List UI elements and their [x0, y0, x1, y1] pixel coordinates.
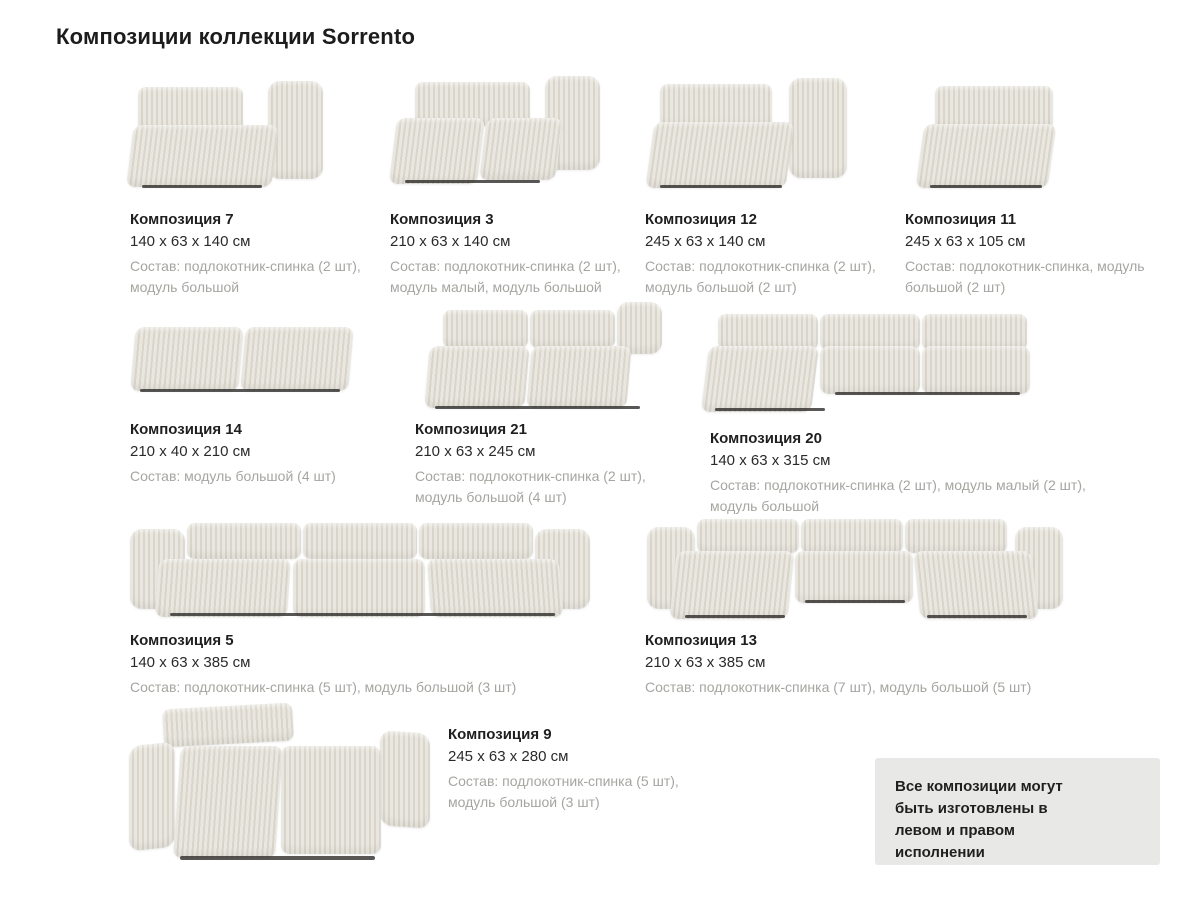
- composition-card-12: [645, 209, 895, 298]
- sofa-base: [685, 615, 785, 618]
- sofa-seat-module: [155, 559, 291, 617]
- sofa-base: [180, 856, 375, 860]
- sofa-back: [697, 519, 799, 553]
- composition-dimensions: 210 x 63 x 245 см: [415, 443, 536, 460]
- sofa-illustration-komp-20: [700, 300, 1095, 415]
- composition-contents: Состав: подлокотник-спинка (5 шт), модуль большой (3 шт): [130, 679, 517, 695]
- sofa-illustration-komp-21: [415, 300, 665, 412]
- sofa-back: [801, 519, 903, 553]
- sofa-seat-module: [389, 118, 485, 184]
- composition-contents: Состав: подлокотник-спинка (7 шт), модуль большой (5 шт): [645, 679, 1032, 695]
- composition-contents: Состав: подлокотник-спинка (2 шт), модуль большой (2 шт): [645, 258, 876, 295]
- composition-dimensions: 210 x 40 x 210 см: [130, 443, 251, 460]
- sofa-base: [435, 406, 640, 409]
- note-box: [875, 758, 1160, 865]
- sofa-illustration-komp-12: [645, 72, 860, 200]
- composition-name: Композиция 3: [390, 211, 494, 228]
- composition-contents: Состав: подлокотник-спинка, модуль большой (2 шт): [905, 258, 1145, 295]
- composition-dimensions: 245 x 63 x 105 см: [905, 233, 1026, 250]
- sofa-back: [303, 523, 417, 559]
- sofa-illustration-komp-5: [125, 505, 595, 617]
- page-title: Композиции коллекции Sorrento: [56, 24, 416, 49]
- sofa-back: [419, 523, 533, 559]
- sofa-back: [187, 523, 301, 559]
- composition-dimensions: 140 x 63 x 140 см: [130, 233, 251, 250]
- sofa-seat-module: [479, 118, 563, 180]
- sofa-seat-module: [427, 559, 563, 617]
- sofa-seat-module: [701, 346, 819, 412]
- sofa-armrest: [129, 742, 175, 852]
- composition-name: Композиция 14: [130, 421, 242, 438]
- sofa-seat-module: [526, 346, 631, 408]
- composition-name: Композиция 21: [415, 421, 527, 438]
- sofa-seat-module: [820, 346, 920, 394]
- composition-card-7: [130, 209, 380, 298]
- sofa-armrest: [789, 78, 847, 178]
- composition-contents: Состав: подлокотник-спинка (2 шт), модуль большой: [130, 258, 361, 295]
- composition-contents: Состав: подлокотник-спинка (2 шт), модуль малый, модуль большой: [390, 258, 621, 295]
- composition-card-3: [390, 209, 640, 298]
- sofa-seat-module: [173, 746, 283, 858]
- sofa-base: [930, 185, 1042, 188]
- composition-contents: Состав: подлокотник-спинка (2 шт), модуль малый (2 шт), модуль большой: [710, 477, 1086, 514]
- composition-contents: Состав: подлокотник-спинка (2 шт), модуль большой (4 шт): [415, 468, 646, 505]
- sofa-base: [142, 185, 262, 188]
- composition-card-14: [130, 419, 390, 487]
- composition-card-20: [710, 428, 1090, 517]
- composition-contents: Состав: модуль большой (4 шт): [130, 468, 336, 484]
- sofa-seat-module: [916, 124, 1057, 188]
- sofa-illustration-komp-7: [120, 75, 320, 200]
- sofa-illustration-komp-3: [385, 72, 605, 200]
- composition-name: Композиция 7: [130, 211, 234, 228]
- sofa-illustration-komp-14: [125, 305, 360, 405]
- sofa-back: [162, 703, 294, 748]
- composition-dimensions: 210 x 63 x 385 см: [645, 654, 766, 671]
- sofa-back: [443, 310, 528, 348]
- sofa-seat-module: [913, 551, 1038, 619]
- sofa-illustration-komp-13: [645, 505, 1065, 620]
- sofa-seat-module: [922, 346, 1030, 394]
- sofa-seat-module: [281, 746, 381, 854]
- composition-name: Композиция 5: [130, 632, 234, 649]
- sofa-base: [170, 613, 555, 616]
- composition-card-5: [130, 630, 570, 698]
- sofa-seat-module: [240, 327, 354, 391]
- sofa-seat-module: [424, 346, 529, 408]
- note-text: Все композиции могут быть изготовлены в левом и правом исполнении: [895, 778, 1063, 861]
- composition-name: Композиция 11: [905, 211, 1017, 228]
- sofa-back: [922, 314, 1027, 350]
- sofa-back: [820, 314, 920, 350]
- sofa-back: [905, 519, 1007, 553]
- sofa-base: [715, 408, 825, 411]
- composition-card-9: [448, 724, 703, 813]
- composition-card-11: [905, 209, 1150, 298]
- composition-contents: Состав: подлокотник-спинка (5 шт), модуль большой (3 шт): [448, 773, 679, 810]
- composition-name: Композиция 13: [645, 632, 757, 649]
- composition-dimensions: 245 x 63 x 280 см: [448, 748, 569, 765]
- sofa-seat-module: [795, 551, 913, 603]
- composition-name: Композиция 20: [710, 430, 822, 447]
- composition-card-13: [645, 630, 1085, 698]
- sofa-illustration-komp-9: [125, 702, 435, 880]
- sofa-seat-module: [293, 559, 425, 617]
- sofa-seat-module: [645, 122, 794, 188]
- sofa-back: [530, 310, 615, 348]
- composition-name: Композиция 12: [645, 211, 757, 228]
- sofa-seat-module: [130, 327, 244, 391]
- sofa-armrest: [380, 730, 430, 828]
- composition-card-21: [415, 419, 675, 508]
- sofa-back: [718, 314, 818, 350]
- composition-dimensions: 245 x 63 x 140 см: [645, 233, 766, 250]
- composition-dimensions: 140 x 63 x 315 см: [710, 452, 831, 469]
- sofa-seat-module: [669, 551, 794, 619]
- sofa-base: [927, 615, 1027, 618]
- sofa-base: [835, 392, 1020, 395]
- composition-dimensions: 140 x 63 x 385 см: [130, 654, 251, 671]
- sofa-base: [660, 185, 782, 188]
- composition-name: Композиция 9: [448, 726, 552, 743]
- sofa-base: [140, 389, 340, 392]
- sofa-illustration-komp-11: [900, 72, 1115, 200]
- composition-dimensions: 210 x 63 x 140 см: [390, 233, 511, 250]
- sofa-seat-module: [126, 125, 279, 187]
- sofa-base: [405, 180, 540, 183]
- sofa-base: [805, 600, 905, 603]
